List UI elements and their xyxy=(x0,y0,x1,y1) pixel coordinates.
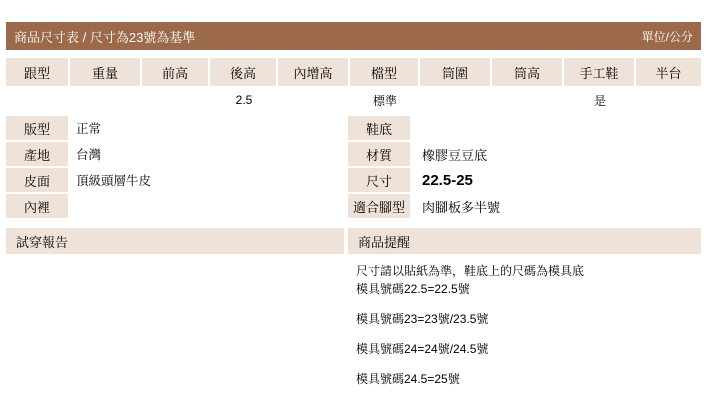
notice-line-5: 模具號碼24.5=25號 xyxy=(356,372,460,386)
spec-value-origin: 台灣 xyxy=(76,148,102,162)
product-notice-text xyxy=(356,262,696,388)
header-cell-shaft-girth: 筒圍 xyxy=(420,58,492,86)
notice-line-1: 尺寸請以貼紙為準，鞋底上的尺碼為模具底 xyxy=(356,264,585,278)
spec-row xyxy=(348,142,701,166)
notice-line-4: 模具號碼24=24號/24.5號 xyxy=(356,342,489,356)
header-cell-front-height: 前高 xyxy=(142,58,210,86)
value-cell-crotch-type: 標準 xyxy=(372,93,397,108)
spec-row xyxy=(348,194,701,218)
spec-row xyxy=(348,116,701,140)
fitting-report-bar xyxy=(6,228,344,254)
value-cell-half-platform xyxy=(636,88,701,112)
header-cell-half-platform: 半台 xyxy=(636,58,701,86)
spec-label-last-shape: 版型 xyxy=(6,116,68,140)
header-cell-heel-type: 跟型 xyxy=(6,58,70,86)
spec-value-leather: 頂級頭層牛皮 xyxy=(76,174,152,188)
header-cell-shaft-height: 筒高 xyxy=(492,58,564,86)
product-notice-bar xyxy=(348,228,701,254)
spec-value-lining xyxy=(68,194,344,218)
measurement-header-row xyxy=(6,58,701,86)
spec-label-lining: 內裡 xyxy=(6,194,68,218)
spec-row xyxy=(348,168,701,192)
sole-spec-table xyxy=(348,116,701,220)
upper-spec-table xyxy=(6,116,344,220)
spec-row xyxy=(6,194,344,218)
measurement-value-row xyxy=(6,88,701,112)
header-cell-handmade: 手工鞋 xyxy=(564,58,636,86)
notice-spacer xyxy=(356,358,696,370)
notice-line-3: 模具號碼23=23號/23.5號 xyxy=(356,312,489,326)
spec-value-last-shape: 正常 xyxy=(76,122,102,136)
value-cell-handmade: 是 xyxy=(593,93,606,108)
spec-value-foot-type: 肉腳板多半號 xyxy=(422,199,501,215)
notice-spacer xyxy=(356,328,696,340)
spec-label-size: 尺寸 xyxy=(348,168,410,192)
value-cell-shaft-girth xyxy=(420,88,492,112)
header-cell-crotch-type: 檔型 xyxy=(350,58,420,86)
spec-label-origin: 產地 xyxy=(6,142,68,166)
title-bar xyxy=(6,22,701,50)
spec-row xyxy=(6,168,344,192)
spec-value-sole xyxy=(410,116,701,140)
value-cell-shaft-height xyxy=(492,88,564,112)
value-cell-back-height: 2.5 xyxy=(235,93,253,107)
value-cell-weight xyxy=(70,88,142,112)
spec-label-sole: 鞋底 xyxy=(348,116,410,140)
title-bar-left-text: 商品尺寸表 / 尺寸為23號為基準 xyxy=(14,29,196,45)
notice-line-2: 模具號碼22.5=22.5號 xyxy=(356,282,470,296)
spec-value-size: 22.5-25 xyxy=(422,171,473,189)
spec-label-leather: 皮面 xyxy=(6,168,68,192)
spec-label-foot-type: 適合腳型 xyxy=(348,194,410,218)
value-cell-front-height xyxy=(142,88,210,112)
notice-spacer xyxy=(356,298,696,310)
spec-label-material: 材質 xyxy=(348,142,410,166)
value-cell-heel-type xyxy=(6,88,70,112)
header-cell-inner-lift: 內增高 xyxy=(278,58,350,86)
header-cell-back-height: 後高 xyxy=(210,58,278,86)
value-cell-inner-lift xyxy=(278,88,350,112)
header-cell-weight: 重量 xyxy=(70,58,142,86)
spec-value-material: 橡膠豆豆底 xyxy=(422,147,488,163)
spec-row xyxy=(6,116,344,140)
fitting-report-label: 試穿報告 xyxy=(6,228,344,254)
product-notice-label: 商品提醒 xyxy=(348,228,701,254)
title-bar-unit-text: 單位/公分 xyxy=(641,29,693,44)
spec-row xyxy=(6,142,344,166)
